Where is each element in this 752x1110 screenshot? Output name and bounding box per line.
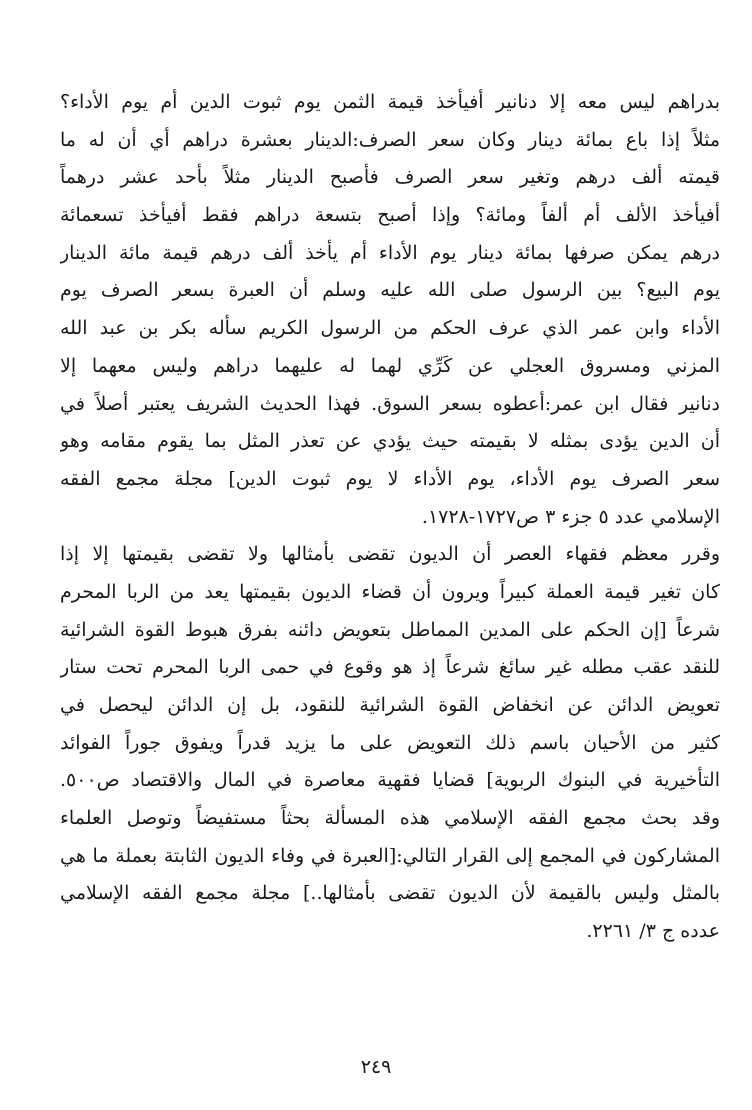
text-line-13: وقرر معظم فقهاء العصر أن الديون تقضى بأمثالها ولا تقضى بقيمتها إلا إذا (60, 543, 720, 566)
text-line-3: قيمته ألف درهم وتغير سعر الصرف فأصبح الدينار مثلاً بأحد عشر درهماً (60, 166, 720, 189)
text-line-14: كان تغير قيمة العملة كبيراً ويرون أن قضاء الديون بقيمتها يعد من الربا المحرم (60, 580, 720, 603)
text-line-22: بالمثل وليس بالقيمة لأن الديون تقضى بأمثالها..] مجلة مجمع الفقه الإسلامي (60, 882, 720, 905)
text-line-9: دنانير فقال ابن عمر:أعطوه بسعر السوق. فهذا الحديث الشريف يعتبر أصلاً في (60, 392, 720, 415)
text-line-12: الإسلامي عدد ٥ جزء ٣ ص١٧٢٧-١٧٢٨. (421, 505, 720, 528)
body-text (60, 84, 720, 951)
page-number: ٢٤٩ (360, 1056, 392, 1078)
text-line-21: المشاركون في المجمع إلى القرار التالي:[العبرة في وفاء الديون الثابتة بعملة ما هي (60, 844, 720, 867)
text-line-17: تعويض الدائن عن انخفاض القوة الشرائية للنقود، بل إن الدائن ليحصل في (60, 694, 720, 716)
text-line-15: شرعاً [إن الحكم على المدين المماطل بتعويض دائنه بفرق هبوط القوة الشرائية (60, 618, 720, 641)
text-line-18: كثير من الأحيان باسم ذلك التعويض على ما يزيد قدراً ويفوق جوراً الفوائد (60, 731, 720, 754)
text-line-11: سعر الصرف يوم الأداء، يوم الأداء لا يوم ثبوت الدين] مجلة مجمع الفقه (60, 467, 720, 490)
text-line-1: بدراهم ليس معه إلا دنانير أفيأخذ قيمة الثمن يوم ثبوت الدين أم يوم الأداء؟ (60, 91, 720, 113)
text-line-10: أن الدين يؤدى بمثله لا بقيمته حيث يؤدي عن تعذر المثل بما يقوم مقامه وهو (60, 430, 720, 453)
text-line-2: مثلاً إذا باع بمائة دينار وكان سعر الصرف:الدينار بعشرة دراهم أي أن له ما (60, 128, 720, 151)
text-line-23: عدده ج ٣/ ٢٢٦١. (586, 920, 720, 943)
text-line-4: أفيأخذ الألف أم ألفاً ومائة؟ وإذا أصبح بتسعة دراهم فقط أفيأخذ تسعمائة (60, 204, 720, 227)
text-line-16: للنقد عقب مطله غير سائغ شرعاً إذ هو وقوع في حمى الربا المحرم تحت ستار (60, 656, 720, 679)
text-line-8: المزني ومسروق العجلي عن كَرِّي لهما له عليهما دراهم وليس معهما إلا (60, 354, 720, 377)
text-line-7: الأداء وابن عمر الذي عرف الحكم من الرسول الكريم سأله بكر بن عبد الله (60, 317, 720, 340)
text-line-5: درهم يمكن صرفها بمائة دينار يوم الأداء أم يأخذ ألف درهم قيمة مائة الدينار (60, 241, 720, 264)
text-line-20: وقد بحث مجمع الفقه الإسلامي هذه المسألة بحثاً مستفيضاً وتوصل العلماء (60, 807, 720, 830)
text-line-6: يوم البيع؟ بين الرسول صلى الله عليه وسلم أن العبرة بسعر الصرف يوم (60, 279, 720, 302)
text-line-19: التأخيرية في البنوك الربوية] قضايا فقهية معاصرة في المال والاقتصاد ص٥٠٠. (60, 769, 720, 792)
